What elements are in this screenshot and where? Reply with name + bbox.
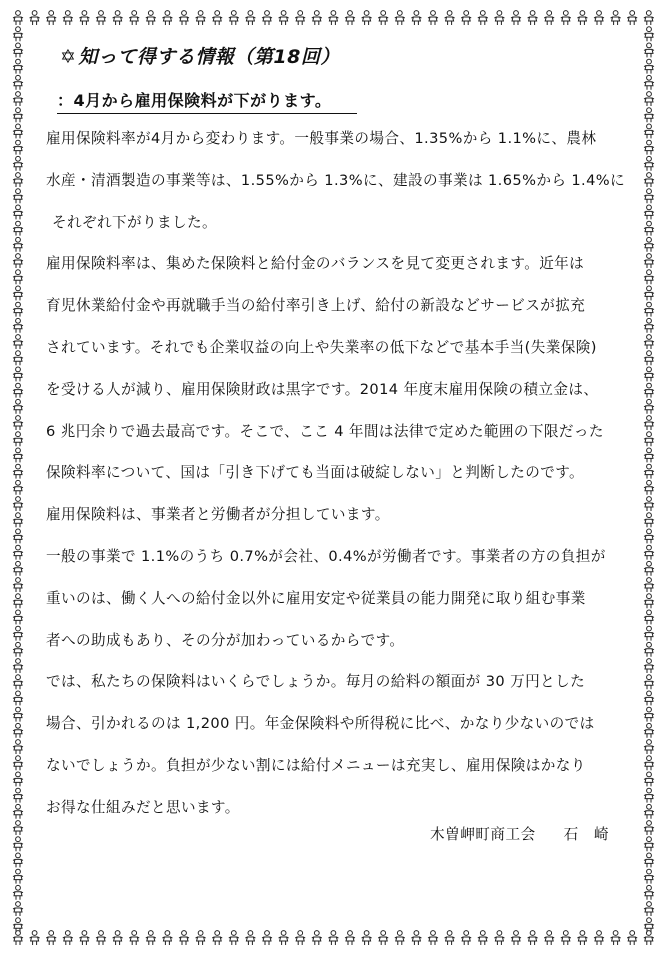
border-figure-icon	[129, 931, 139, 945]
border-figure-icon	[644, 675, 654, 689]
body-line: 者への助成もあり、その分が加わっているからです。	[46, 631, 405, 649]
border-figure-icon	[328, 931, 338, 945]
border-figure-icon	[13, 383, 23, 397]
border-figure-icon	[644, 416, 654, 430]
border-figure-icon	[395, 11, 405, 25]
border-figure-icon	[279, 931, 289, 945]
border-figure-icon	[13, 448, 23, 462]
border-figure-icon	[13, 821, 23, 835]
border-figure-icon	[478, 931, 488, 945]
border-figure-icon	[212, 931, 222, 945]
border-figure-icon	[544, 931, 554, 945]
border-figure-icon	[577, 11, 587, 25]
border-figure-icon	[63, 11, 73, 25]
title-text: 知って得する情報（第18回）	[78, 46, 340, 68]
border-figure-icon	[644, 189, 654, 203]
border-figure-icon	[644, 885, 654, 899]
border-figure-icon	[13, 140, 23, 154]
body-line: それぞれ下がりました。	[52, 213, 217, 231]
body-line: 雇用保険料は、事業者と労働者が分担しています。	[46, 506, 390, 524]
border-figure-icon	[511, 931, 521, 945]
border-figure-icon	[644, 821, 654, 835]
border-figure-icon	[30, 11, 40, 25]
border-figure-icon	[461, 931, 471, 945]
border-figure-icon	[13, 302, 23, 316]
border-figure-icon	[13, 610, 23, 624]
border-figure-icon	[13, 254, 23, 268]
border-figure-icon	[445, 931, 455, 945]
border-figure-icon	[478, 11, 488, 25]
border-figure-icon	[63, 931, 73, 945]
border-figure-icon	[13, 237, 23, 251]
border-figure-icon	[179, 931, 189, 945]
border-figure-icon	[644, 270, 654, 284]
border-figure-icon	[96, 931, 106, 945]
border-figure-icon	[295, 11, 305, 25]
border-figure-icon	[627, 931, 637, 945]
border-figure-icon	[13, 902, 23, 916]
border-figure-icon	[644, 756, 654, 770]
border-figure-icon	[644, 464, 654, 478]
border-figure-icon	[644, 140, 654, 154]
border-figure-icon	[345, 931, 355, 945]
page-title	[60, 42, 340, 69]
border-figure-icon	[561, 931, 571, 945]
body-line: 場合、引かれるのは 1,200 円。年金保険料や所得税に比べ、かなり少ないのでは	[46, 715, 595, 733]
border-figure-icon	[13, 918, 23, 932]
border-figure-icon	[461, 11, 471, 25]
border-figure-icon	[644, 59, 654, 73]
border-figure-icon	[644, 659, 654, 673]
border-figure-icon	[196, 931, 206, 945]
border-figure-icon	[13, 931, 23, 945]
border-figure-icon	[13, 75, 23, 89]
border-figure-icon	[494, 11, 504, 25]
border-figure-icon	[113, 931, 123, 945]
border-figure-icon	[13, 804, 23, 818]
border-figure-icon	[13, 189, 23, 203]
border-figure-icon	[362, 931, 372, 945]
border-figure-icon	[13, 853, 23, 867]
border-figure-icon	[644, 578, 654, 592]
border-figure-icon	[644, 853, 654, 867]
border-figure-icon	[229, 931, 239, 945]
border-figure-icon	[644, 237, 654, 251]
border-figure-icon	[146, 11, 156, 25]
border-figure-icon	[445, 11, 455, 25]
body-line: 6 兆円余りで過去最高です。そこで、ここ 4 年間は法律で定めた範囲の下限だった	[46, 422, 604, 440]
border-figure-icon	[378, 931, 388, 945]
body-line: 重いのは、働く人への給付金以外に雇用安定や従業員の能力開発に取り組む事業	[46, 589, 586, 607]
border-figure-icon	[644, 561, 654, 575]
border-figure-icon	[13, 335, 23, 349]
border-figure-icon	[13, 837, 23, 851]
border-figure-icon	[378, 11, 388, 25]
body-line: お得な仕組みだと思います。	[46, 798, 240, 816]
border-figure-icon	[13, 869, 23, 883]
border-figure-icon	[13, 108, 23, 122]
border-figure-icon	[644, 173, 654, 187]
border-figure-icon	[13, 464, 23, 478]
signature	[430, 823, 609, 844]
border-figure-icon	[262, 931, 272, 945]
border-figure-icon	[611, 931, 621, 945]
border-figure-icon	[644, 837, 654, 851]
border-figure-icon	[494, 931, 504, 945]
body-line: 雇用保険料率は、集めた保険料と給付金のバランスを見て変更されます。近年は	[46, 255, 585, 273]
border-figure-icon	[312, 931, 322, 945]
border-figure-icon	[644, 529, 654, 543]
border-figure-icon	[644, 318, 654, 332]
border-figure-icon	[511, 11, 521, 25]
border-figure-icon	[644, 351, 654, 365]
star-icon: ✡	[60, 46, 77, 68]
border-figure-icon	[13, 561, 23, 575]
border-figure-icon	[13, 772, 23, 786]
border-figure-icon	[644, 740, 654, 754]
border-figure-icon	[13, 594, 23, 608]
border-figure-icon	[13, 545, 23, 559]
border-figure-icon	[13, 221, 23, 235]
border-figure-icon	[13, 529, 23, 543]
border-figure-icon	[428, 931, 438, 945]
border-figure-icon	[13, 659, 23, 673]
border-figure-icon	[79, 931, 89, 945]
border-figure-icon	[611, 11, 621, 25]
border-figure-icon	[13, 416, 23, 430]
border-figure-icon	[345, 11, 355, 25]
border-figure-icon	[644, 108, 654, 122]
border-figure-icon	[644, 707, 654, 721]
border-figure-icon	[13, 497, 23, 511]
border-figure-icon	[644, 642, 654, 656]
border-figure-icon	[13, 885, 23, 899]
border-figure-icon	[179, 11, 189, 25]
border-figure-icon	[13, 788, 23, 802]
border-figure-icon	[13, 723, 23, 737]
border-figure-icon	[644, 869, 654, 883]
border-figure-icon	[644, 691, 654, 705]
border-figure-icon	[644, 383, 654, 397]
border-figure-icon	[644, 367, 654, 381]
border-figure-icon	[644, 335, 654, 349]
border-figure-icon	[30, 931, 40, 945]
border-figure-icon	[13, 205, 23, 219]
border-figure-icon	[627, 11, 637, 25]
border-figure-icon	[13, 399, 23, 413]
border-figure-icon	[245, 11, 255, 25]
body-line: 水産・清酒製造の事業等は、1.55%から 1.3%に、建設の事業は 1.65%から 1.4%に	[46, 171, 626, 189]
border-figure-icon	[13, 578, 23, 592]
border-figure-icon	[644, 156, 654, 170]
subtitle: ：4月から雇用保険料が下がります。	[57, 88, 357, 114]
border-figure-icon	[229, 11, 239, 25]
border-figure-icon	[13, 707, 23, 721]
border-figure-icon	[13, 27, 23, 41]
border-figure-icon	[13, 351, 23, 365]
border-figure-icon	[644, 399, 654, 413]
border-figure-icon	[428, 11, 438, 25]
border-figure-icon	[13, 270, 23, 284]
body-line: 保険料率について、国は「引き下げても当面は破綻しない」と判断したのです。	[46, 464, 585, 482]
border-figure-icon	[644, 92, 654, 106]
border-figure-icon	[644, 11, 654, 25]
border-figure-icon	[13, 740, 23, 754]
border-figure-icon	[146, 931, 156, 945]
border-figure-icon	[644, 626, 654, 640]
border-figure-icon	[245, 931, 255, 945]
border-figure-icon	[262, 11, 272, 25]
border-figure-icon	[46, 11, 56, 25]
border-figure-icon	[644, 254, 654, 268]
border-figure-icon	[644, 513, 654, 527]
border-figure-icon	[13, 642, 23, 656]
border-figure-icon	[644, 75, 654, 89]
border-figure-icon	[13, 59, 23, 73]
border-figure-icon	[279, 11, 289, 25]
border-figure-icon	[328, 11, 338, 25]
border-figure-icon	[46, 931, 56, 945]
border-figure-icon	[295, 931, 305, 945]
border-figure-icon	[13, 626, 23, 640]
border-figure-icon	[644, 221, 654, 235]
border-figure-icon	[312, 11, 322, 25]
border-figure-icon	[644, 545, 654, 559]
border-figure-icon	[644, 772, 654, 786]
body-line: ないでしょうか。負担が少ない割には給付メニューは充実し、雇用保険はかなり	[46, 756, 586, 774]
border-figure-icon	[129, 11, 139, 25]
border-figure-icon	[13, 11, 23, 25]
border-figure-icon	[644, 931, 654, 945]
border-figure-icon	[162, 931, 172, 945]
signature-org: 木曽岬町商工会	[430, 826, 536, 843]
border-figure-icon	[13, 691, 23, 705]
border-figure-icon	[13, 286, 23, 300]
body-line: 育児休業給付金や再就職手当の給付率引き上げ、給付の新設などサービスが拡充	[46, 297, 586, 315]
body-line: を受ける人が減り、雇用保険財政は黒字です。2014 年度末雇用保険の積立金は、	[46, 380, 599, 398]
border-figure-icon	[13, 432, 23, 446]
border-figure-icon	[113, 11, 123, 25]
article-body	[46, 118, 636, 829]
border-figure-icon	[644, 124, 654, 138]
border-figure-icon	[528, 11, 538, 25]
border-figure-icon	[644, 594, 654, 608]
border-figure-icon	[13, 367, 23, 381]
body-line: 雇用保険料率が4月から変わります。一般事業の場合、1.35%から 1.1%に、農林	[46, 130, 597, 147]
border-figure-icon	[594, 11, 604, 25]
border-figure-icon	[544, 11, 554, 25]
border-figure-icon	[96, 11, 106, 25]
border-figure-icon	[644, 788, 654, 802]
border-figure-icon	[212, 11, 222, 25]
border-figure-icon	[644, 286, 654, 300]
border-figure-icon	[561, 11, 571, 25]
border-figure-icon	[528, 931, 538, 945]
border-figure-icon	[13, 43, 23, 57]
border-figure-icon	[13, 756, 23, 770]
border-figure-icon	[644, 610, 654, 624]
border-figure-icon	[13, 318, 23, 332]
border-figure-icon	[644, 205, 654, 219]
border-figure-icon	[644, 27, 654, 41]
border-figure-icon	[13, 675, 23, 689]
border-figure-icon	[395, 931, 405, 945]
border-figure-icon	[362, 11, 372, 25]
body-line: では、私たちの保険料はいくらでしょうか。毎月の給料の額面が 30 万円とした	[46, 673, 586, 691]
body-line: されています。それでも企業収益の向上や失業率の低下などで基本手当(失業保険)	[46, 338, 597, 356]
border-figure-icon	[644, 918, 654, 932]
border-figure-icon	[196, 11, 206, 25]
border-figure-icon	[411, 11, 421, 25]
border-figure-icon	[577, 931, 587, 945]
border-figure-icon	[644, 497, 654, 511]
border-figure-icon	[13, 513, 23, 527]
border-figure-icon	[13, 480, 23, 494]
border-figure-icon	[644, 432, 654, 446]
border-figure-icon	[644, 902, 654, 916]
border-figure-icon	[644, 448, 654, 462]
border-figure-icon	[644, 302, 654, 316]
border-figure-icon	[644, 723, 654, 737]
border-figure-icon	[644, 804, 654, 818]
border-figure-icon	[13, 92, 23, 106]
border-figure-icon	[162, 11, 172, 25]
border-figure-icon	[79, 11, 89, 25]
border-figure-icon	[411, 931, 421, 945]
signature-name: 石 崎	[563, 826, 609, 843]
border-figure-icon	[13, 173, 23, 187]
border-figure-icon	[644, 480, 654, 494]
border-figure-icon	[13, 124, 23, 138]
border-figure-icon	[594, 931, 604, 945]
border-figure-icon	[644, 43, 654, 57]
body-line: 一般の事業で 1.1%のうち 0.7%が会社、0.4%が労働者です。事業者の方の負担が	[46, 547, 606, 565]
border-figure-icon	[13, 156, 23, 170]
